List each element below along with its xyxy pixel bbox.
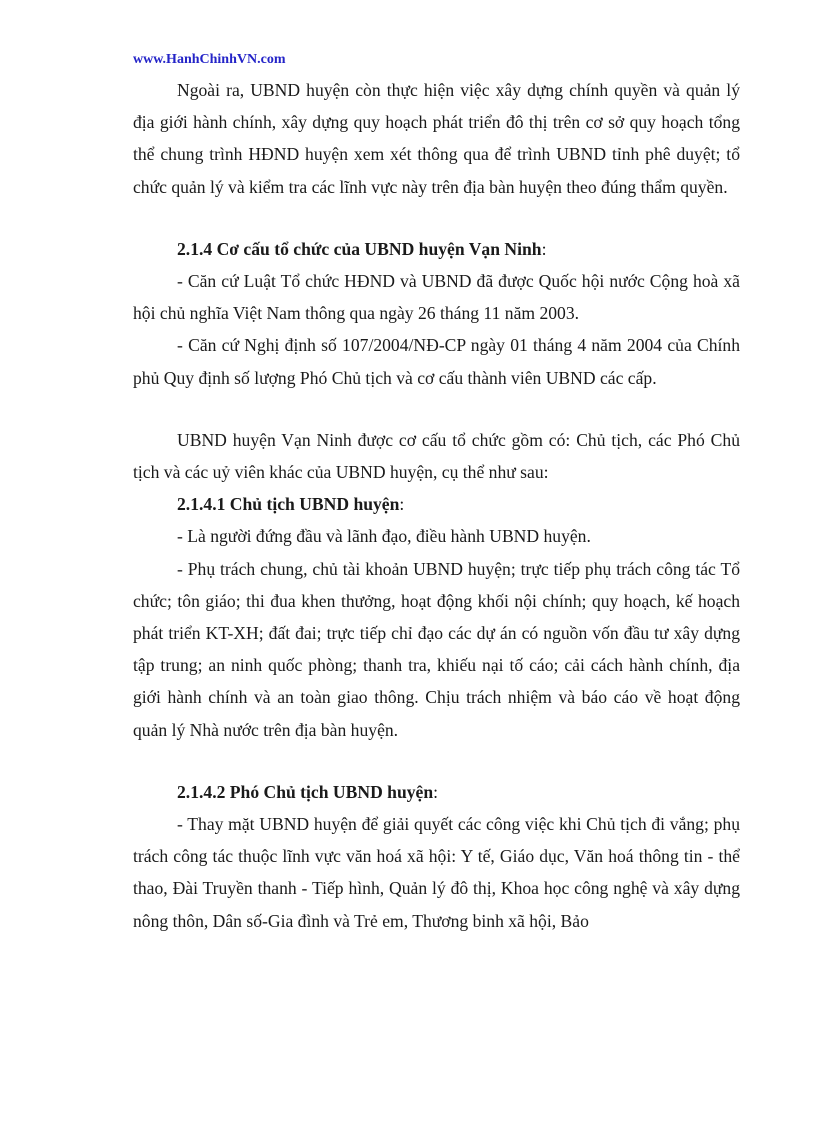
- chairman-duty-1: - Là người đứng đầu và lãnh đạo, điều hành UBND huyện.: [177, 526, 591, 547]
- section-heading-text: 2.1.4.1 Chủ tịch UBND huyện: [177, 494, 400, 515]
- section-heading-2-1-4: [133, 233, 740, 265]
- intro-paragraph: Ngoài ra, UBND huyện còn thực hiện việc xây dựng chính quyền và quản lý địa giới hành chính, xây dựng quy hoạch phát triển đô thị trên cơ sở quy hoạch tổng thể chung trình HĐND huyện xem xét thông qua để trình UBND tỉnh phê duyệt; tổ chức quản lý và kiểm tra các lĩnh vực này trên địa bàn huyện theo đúng thẩm quyền.: [133, 80, 740, 197]
- document-body: [133, 74, 740, 937]
- spacer: [133, 203, 740, 233]
- section-heading-colon: :: [433, 781, 439, 802]
- section-heading-text: 2.1.4 Cơ cấu tổ chức của UBND huyện Vạn Ninh: [177, 238, 542, 259]
- section-heading-colon: :: [541, 238, 547, 259]
- legal-basis-1: - Căn cứ Luật Tổ chức HĐND và UBND đã được Quốc hội nước Cộng hoà xã hội chủ nghĩa Việt Nam thông qua ngày 26 tháng 11 năm 2003.: [133, 271, 740, 324]
- section-heading-2-1-4-2: [133, 776, 740, 808]
- vice-chairman-duty-1: - Thay mặt UBND huyện để giải quyết các công việc khi Chủ tịch đi vắng; phụ trách công tác thuộc lĩnh vực văn hoá xã hội: Y tế, Giáo dục, Văn hoá thông tin - thể thao, Đài Truyền thanh - Tiếp hình, Quản lý đô thị, Khoa học công nghệ và xây dựng nông thôn, Dân số-Gia đình và Trẻ em, Thương binh xã hội, Bảo: [133, 814, 740, 931]
- chairman-duty-2: - Phụ trách chung, chủ tài khoản UBND huyện; trực tiếp phụ trách công tác Tổ chức; tôn giáo; thi đua khen thưởng, hoạt động khối nội chính; quy hoạch, kế hoạch phát triển KT-XH; đất đai; trực tiếp chỉ đạo các dự án có nguồn vốn đầu tư xây dựng tập trung; an ninh quốc phòng; thanh tra, khiếu nại tố cáo; cải cách hành chính, địa giới hành chính và an toàn giao thông. Chịu trách nhiệm và báo cáo về hoạt động quản lý Nhà nước trên địa bàn huyện.: [133, 558, 740, 740]
- site-link[interactable]: www.HanhChinhVN.com: [133, 52, 286, 67]
- section-heading-colon: :: [399, 494, 405, 515]
- section-heading-2-1-4-1: [133, 488, 740, 520]
- section-heading-text: 2.1.4.2 Phó Chủ tịch UBND huyện: [177, 781, 434, 802]
- spacer: [133, 394, 740, 424]
- structure-paragraph: UBND huyện Vạn Ninh được cơ cấu tổ chức gồm có: Chủ tịch, các Phó Chủ tịch và các uỷ viên khác của UBND huyện, cụ thể như sau:: [133, 429, 740, 483]
- legal-basis-2: - Căn cứ Nghị định số 107/2004/NĐ-CP ngày 01 tháng 4 năm 2004 của Chính phủ Quy định số lượng Phó Chủ tịch và cơ cấu thành viên UBND các cấp.: [133, 335, 740, 388]
- spacer: [133, 746, 740, 776]
